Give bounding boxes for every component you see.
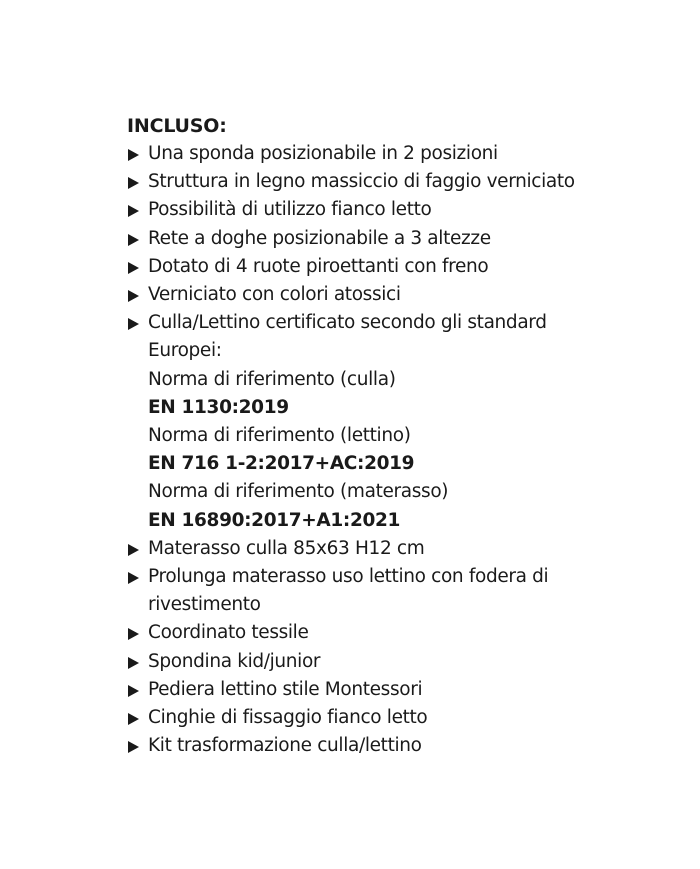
list-item-text: Materasso culla 85x63 H12 cm [148,537,425,559]
triangle-bullet-icon [128,149,139,161]
list-item-text: Dotato di 4 ruote piroettanti con freno [148,255,489,277]
triangle-bullet-icon [128,572,139,584]
triangle-bullet-icon [128,234,139,246]
list-item [127,676,687,704]
triangle-bullet-icon [128,177,139,189]
triangle-bullet-icon [128,262,139,274]
triangle-bullet-icon [128,205,139,217]
list-item [127,253,687,281]
list-item-text: Cinghie di fissaggio fianco letto [148,707,428,729]
list-item-text: Pediera lettino stile Montessori [148,678,423,700]
included-heading: INCLUSO: [127,115,227,137]
list-item [127,535,687,563]
triangle-bullet-icon [128,657,139,669]
list-item-text: Europei: [148,340,222,362]
list-item [127,619,687,647]
list-item-text: Possibilità di utilizzo fianco letto [148,199,432,221]
triangle-bullet-icon [128,741,139,753]
standard-reference-label: Norma di riferimento (lettino) [148,425,411,447]
standard-reference-label: Norma di riferimento (culla) [148,368,396,390]
triangle-bullet-icon [128,713,139,725]
list-item-text: Coordinato tessile [148,622,309,644]
list-item-text: Struttura in legno massiccio di faggio verniciato [148,171,575,193]
standard-code: EN 1130:2019 [148,396,289,418]
list-item [127,168,687,196]
list-item [127,281,687,309]
list-item [127,704,687,732]
standard-code: EN 716 1-2:2017+AC:2019 [148,453,415,475]
standard-code: EN 16890:2017+A1:2021 [148,509,401,531]
list-item [127,196,687,224]
list-item-text: rivestimento [148,594,261,616]
list-item-text: Spondina kid/junior [148,650,321,672]
included-items-document [127,112,687,760]
list-item [127,309,687,535]
triangle-bullet-icon [128,318,139,330]
list-item-text: Culla/Lettino certificato secondo gli standard [148,312,547,334]
list-item [127,225,687,253]
list-item [127,563,687,619]
triangle-bullet-icon [128,628,139,640]
list-item-text: Una sponda posizionabile in 2 posizioni [148,143,498,164]
list-item [127,732,687,760]
included-items-list [127,140,687,760]
triangle-bullet-icon [128,290,139,302]
triangle-bullet-icon [128,544,139,556]
list-item [127,648,687,676]
list-item-text: Rete a doghe posizionabile a 3 altezze [148,227,491,249]
triangle-bullet-icon [128,685,139,697]
list-item [127,140,687,168]
list-item-text: Verniciato con colori atossici [148,284,401,306]
list-item-text: Prolunga materasso uso lettino con fodera di [148,566,549,588]
list-item-text: Kit trasformazione culla/lettino [148,735,422,757]
standard-reference-label: Norma di riferimento (materasso) [148,481,449,503]
